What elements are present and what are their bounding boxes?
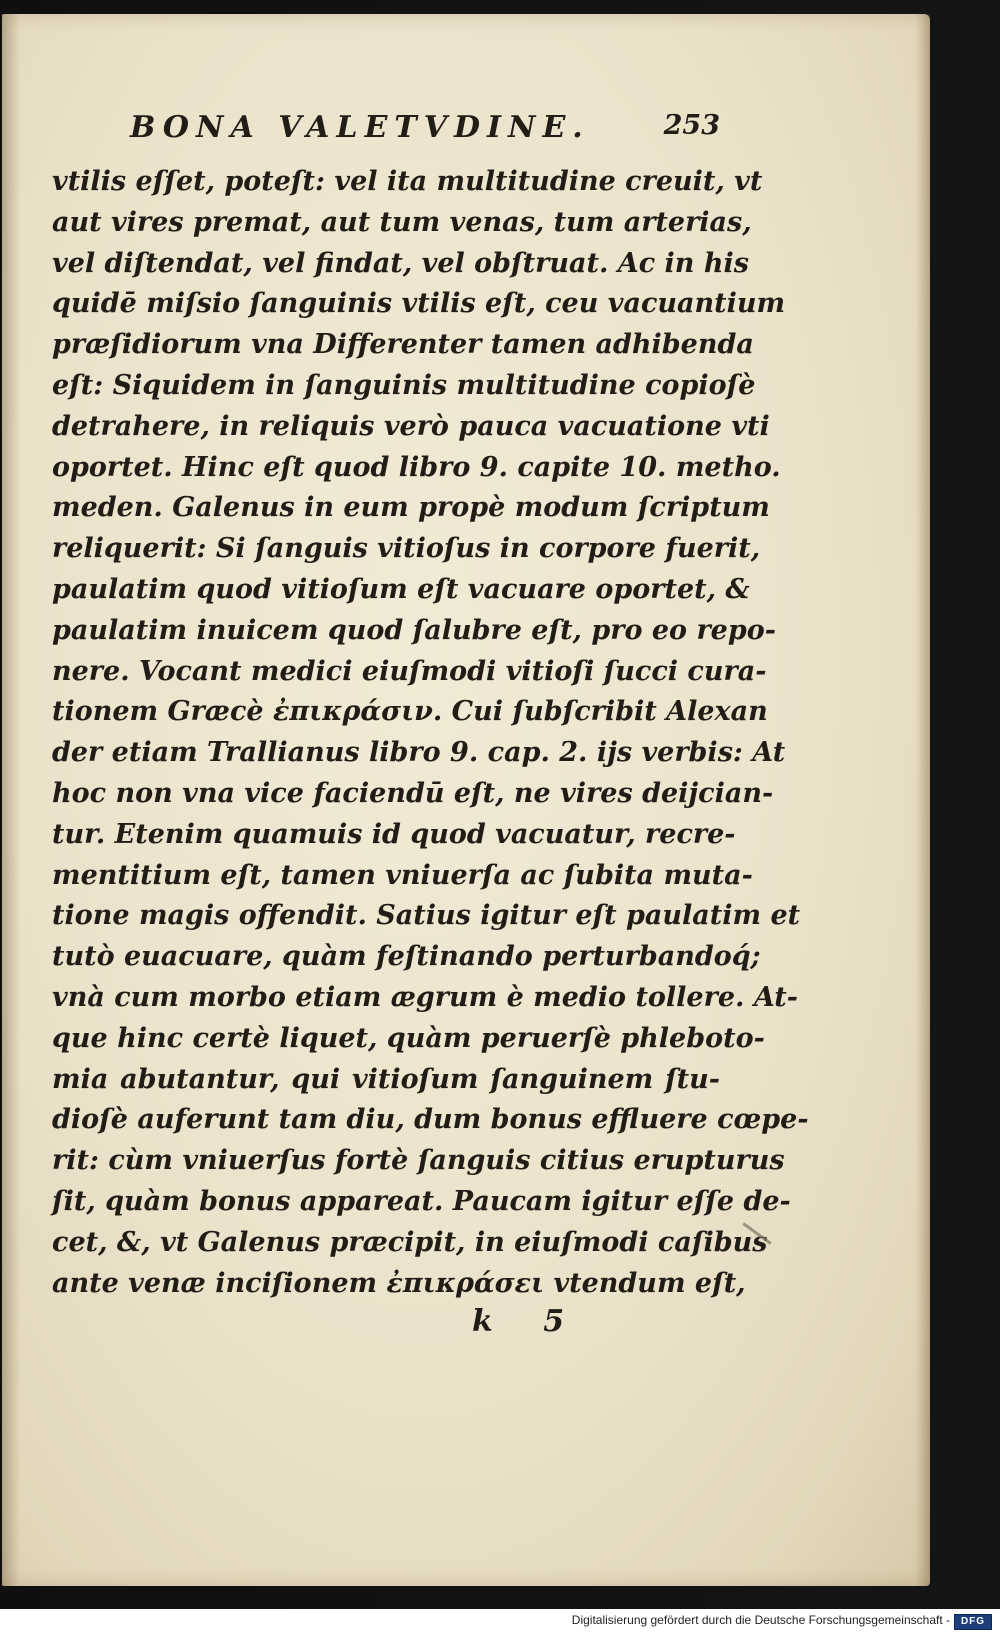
text-line: ſit, quàm bonus appareat. Paucam igitur eſſe de- [52, 1185, 791, 1217]
running-head-title: BONA VALETVDINE. [130, 110, 590, 145]
text-line: paulatim inuicem quod ſalubre eſt, pro eo repo- [52, 614, 776, 646]
spine-shadow [2, 14, 20, 1586]
text-line: tur. Etenim quamuis id quod vacuatur, recre- [52, 818, 736, 850]
text-line: eſt: Siquidem in ſanguinis multitudine copioſè [52, 369, 756, 401]
text-line: rit: cùm vniuerſus fortè ſanguis citius erupturus [52, 1145, 785, 1177]
dfg-logo[interactable]: DFG [954, 1614, 992, 1630]
text-line: præſidiorum vna Differenter tamen adhibenda [52, 329, 754, 361]
page-edge-shadow [916, 14, 930, 1586]
text-line: vel diſtendat, vel findat, vel obſtruat. Ac in his [52, 247, 749, 279]
page-number: 253 [663, 110, 720, 141]
text-line: que hinc certè liquet, quàm peruerſè phleboto- [52, 1022, 765, 1054]
footer-credit: Digitalisierung gefördert durch die Deutsche Forschungsgemeinschaft - [571, 1613, 950, 1627]
text-line: mia abutantur, qui vitioſum ſanguinem ſtu- [52, 1063, 720, 1095]
text-line: vnà cum morbo etiam ægrum è medio tollere. At- [52, 981, 798, 1013]
text-line: tutò euacuare, quàm feſtinando perturbandoq́; [52, 941, 761, 973]
text-line: dioſè auferunt tam diu, dum bonus effluere cœpe- [52, 1104, 809, 1136]
text-line: hoc non vna vice faciendū eſt, ne vires deijcian- [52, 777, 774, 809]
text-line: nere. Vocant medici eiuſmodi vitioſi ſucci cura- [52, 655, 767, 687]
text-line: ante venæ inciſionem ἐπικράσει vtendum eſt, [52, 1267, 746, 1299]
book-page [2, 14, 930, 1586]
text-line: paulatim quod vitioſum eſt vacuare oportet, & [52, 573, 750, 605]
digitization-footer [0, 1609, 1000, 1633]
text-line: reliquerit: Si ſanguis vitioſus in corpore fuerit, [52, 533, 761, 565]
text-line: detrahere, in reliquis verò pauca vacuatione vti [52, 410, 770, 442]
text-line: cet, &, vt Galenus præcipit, in eiuſmodi caſibus [52, 1226, 768, 1258]
text-line: quidē miſsio ſanguinis vtilis eſt, ceu vacuantium [52, 288, 786, 320]
text-line: mentitium eſt, tamen vniuerſa ac ſubita muta- [52, 859, 753, 891]
text-line: oportet. Hinc eſt quod libro 9. capite 10. metho. [52, 451, 781, 483]
text-line: tionem Græcè ἐπικράσιν. Cui ſubſcribit Alexan [52, 696, 768, 728]
text-line: tione magis offendit. Satius igitur eſt paulatim et [52, 900, 801, 932]
running-head [130, 110, 720, 156]
text-line: meden. Galenus in eum propè modum ſcriptum [52, 492, 770, 524]
text-line: vtilis eſſet, poteſt: vel ita multitudine creuit, vt [52, 166, 763, 197]
signature-mark: k 5 [472, 1304, 585, 1339]
text-line: aut vires premat, aut tum venas, tum arterias, [52, 206, 752, 238]
text-line: der etiam Trallianus libro 9. cap. 2. ijs verbis: At [52, 737, 786, 769]
body-text [52, 162, 809, 1304]
